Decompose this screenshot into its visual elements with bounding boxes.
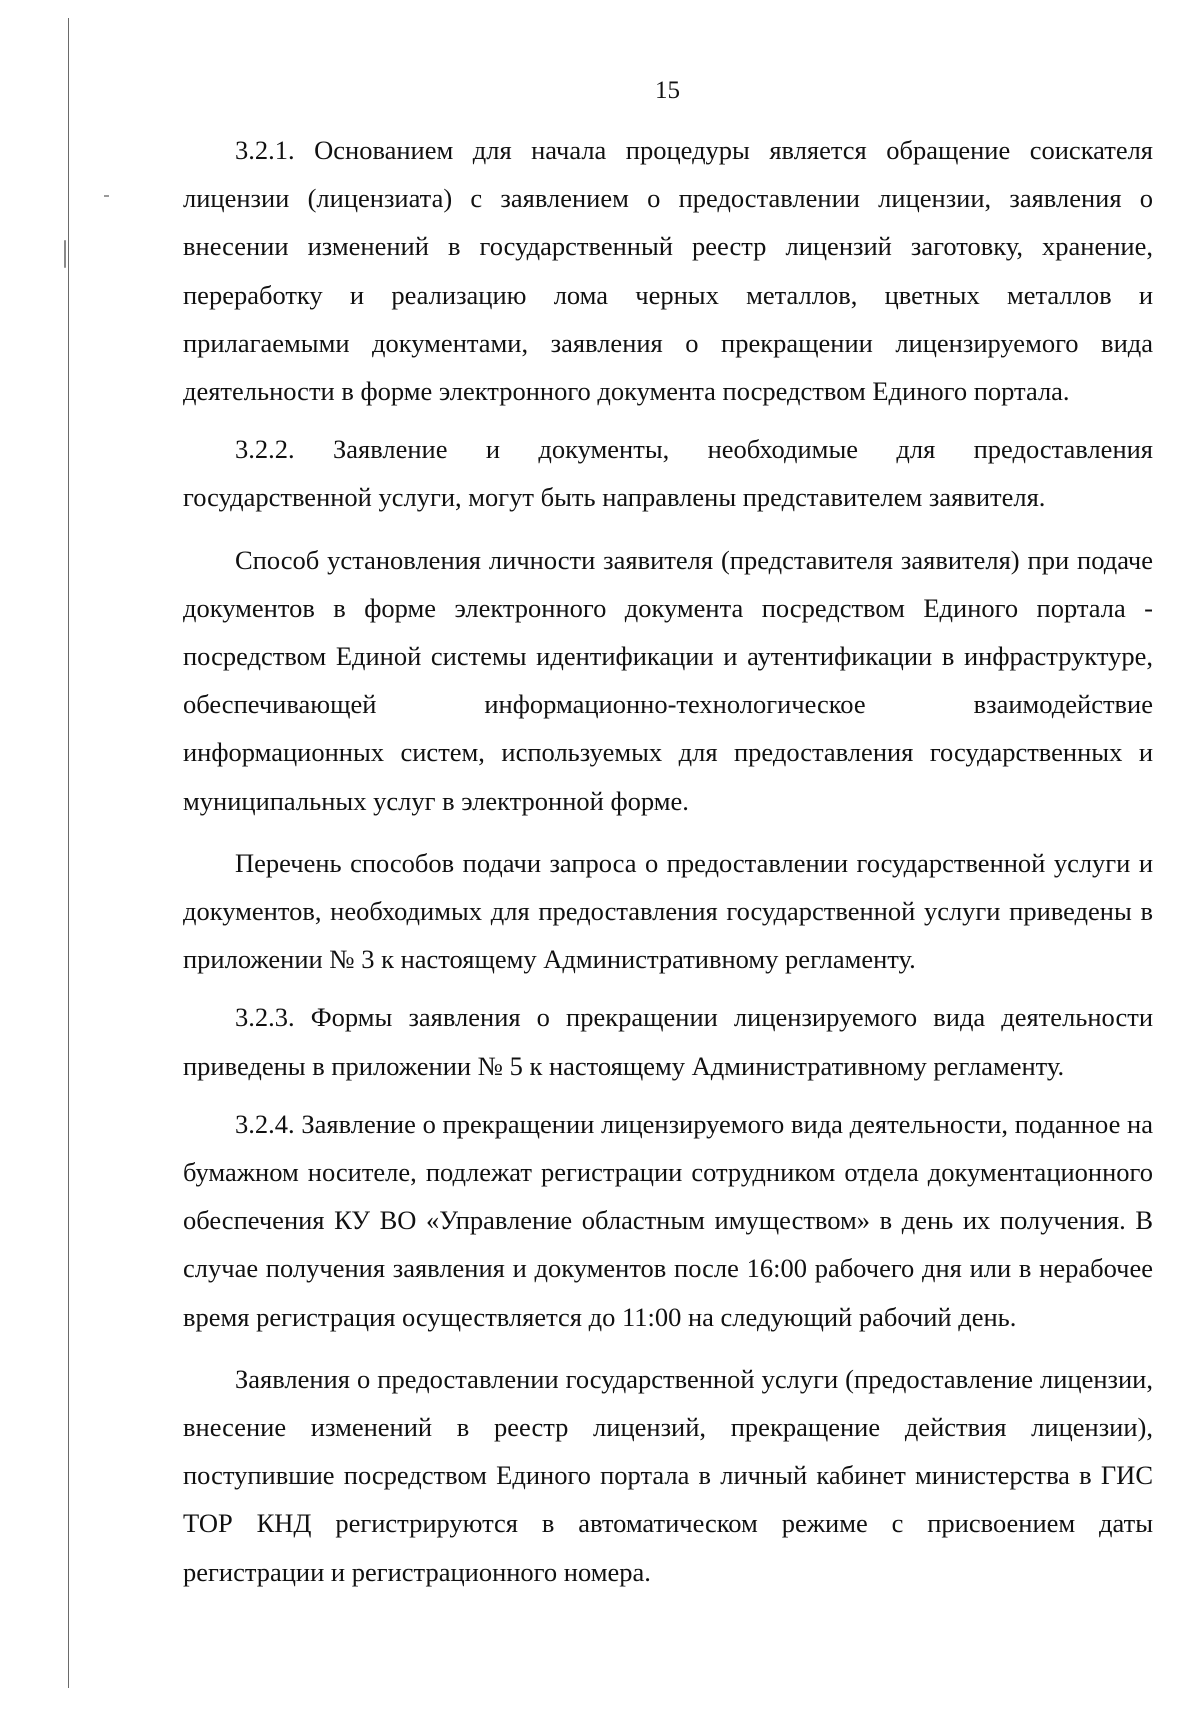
paragraph-identity-method: Способ установления личности заявителя (представителя заявителя) при подаче документов в форме электронного документа посредством Единого портала - посредством Единой системы идентификации и аутентификации в инфраструктуре, обеспечивающей информационно-технологическое взаимодействие информационных систем, используемых для предоставления государственных и муниципальных услуг в электронной форме. — [183, 544, 1153, 816]
paragraph-3-2-1: 3.2.1. Основанием для начала процедуры является обращение соискателя лицензии (лицензиата) с заявлением о предоставлении лицензии, заявления о внесении изменений в государственный реестр лицензий заготовку, хранение, переработку и реализацию лома черных металлов, цветных металлов и прилагаемыми документами, заявления о прекращении лицензируемого вида деятельности в форме электронного документа посредством Единого портала. — [183, 135, 1153, 407]
paragraph-portal-registration: Заявления о предоставлении государственной услуги (предоставление лицензии, внесение изменений в реестр лицензий, прекращение действия лицензии), поступившие посредством Единого портала в личный кабинет министерства в ГИС ТОР КНД регистрируются в автоматическом режиме с присвоением даты регистрации и регистрационного номера. — [183, 1363, 1153, 1587]
paragraph-3-2-3: 3.2.3. Формы заявления о прекращении лицензируемого вида деятельности приведены в приложении № 5 к настоящему Административному регламенту. — [183, 1002, 1153, 1081]
document-body — [183, 126, 1153, 1596]
paragraph-3-2-4: 3.2.4. Заявление о прекращении лицензируемого вида деятельности, поданное на бумажном носителе, подлежат регистрации сотрудником отдела документационного обеспечения КУ ВО «Управление областным имуществом» в день их получения. В случае получения заявления и документов после 16:00 рабочего дня или в нерабочее время регистрация осуществляется до 11:00 на следующий рабочий день. — [183, 1108, 1153, 1332]
scan-speck — [104, 195, 109, 197]
page-number: 15 — [655, 77, 680, 104]
scan-page-edge — [68, 18, 69, 1688]
scan-edge-mark — [64, 240, 66, 268]
paragraph-3-2-2: 3.2.2. Заявление и документы, необходимые для предоставления государственной услуги, могут быть направлены представителем заявителя. — [183, 434, 1153, 513]
paragraph-submission-methods: Перечень способов подачи запроса о предоставлении государственной услуги и документов, необходимых для предоставления государственной услуги приведены в приложении № 3 к настоящему Административному регламенту. — [183, 847, 1153, 975]
